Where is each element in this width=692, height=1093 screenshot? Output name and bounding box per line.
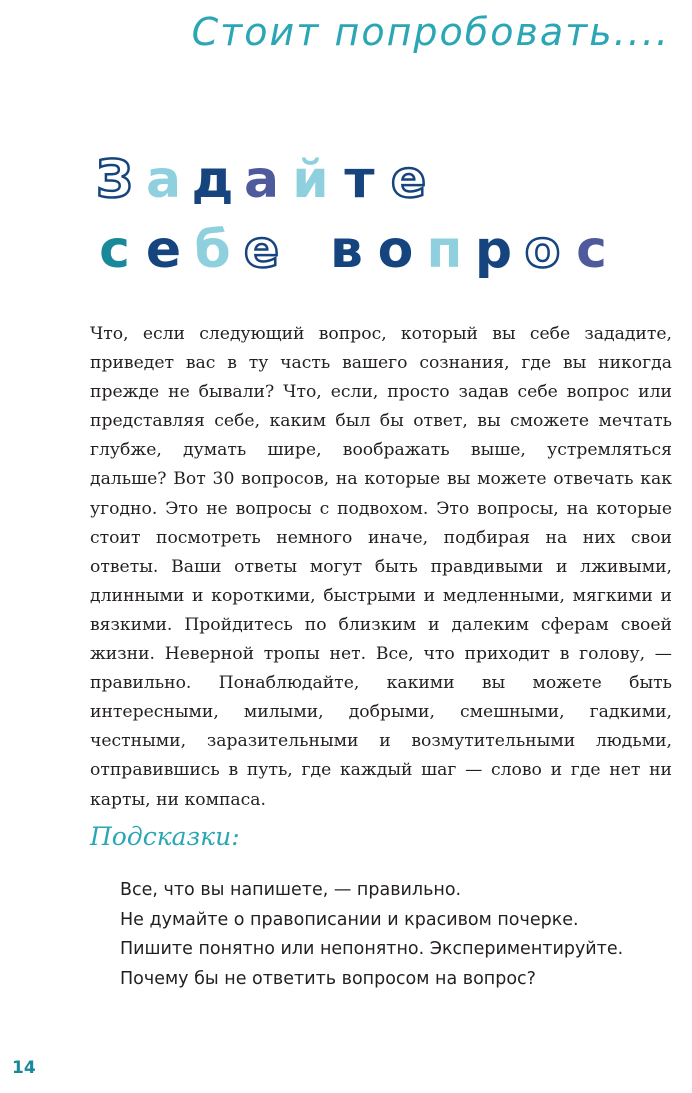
list-item: Не думайте о правописании и красивом почерке. (120, 909, 579, 930)
title-letter: а (145, 150, 182, 210)
title-letter: о (524, 220, 561, 280)
list-item: Все, что вы напишете, — правильно. (120, 880, 462, 900)
title-line-2 (90, 210, 616, 280)
title-letter: с (99, 220, 130, 280)
title-letter: с (576, 220, 607, 280)
title-letter: е (145, 220, 182, 280)
title-letter: е (390, 150, 427, 210)
title-letter: й (292, 150, 329, 210)
title-letter: т (344, 150, 375, 210)
hints-heading: Подсказки: (90, 822, 240, 851)
title-letter: е (243, 220, 280, 280)
list-item: Пишите понятно или непонятно. Экспериментируйте. (120, 939, 624, 959)
title-line-1 (90, 140, 616, 210)
title-letter: о (377, 220, 414, 280)
title-letter: б (194, 220, 231, 280)
title-letter: З (96, 150, 133, 210)
title-letter: д (191, 150, 234, 210)
body-paragraph: Что, если следующий вопрос, который вы себе зададите, приведет вас в ту часть вашего сознания, где вы никогда прежде не бывали? Что, если, просто задав себе вопрос или представляя себе, каким был бы ответ, вы сможете мечтать глубже, думать шире, воображать выше, устремляться дальше? Вот 30 вопросов, на которые вы можете отвечать как угодно. Это не вопросы с подвохом. Это вопросы, на которые стоит посмотреть немного иначе, подбирая на них свои ответы. Ваши ответы могут быть правдивыми и лживыми, длинными и короткими, быстрыми и медленными, мягкими и вязкими. Пройдитесь по близким и далеким сферам своей жизни. Неверной тропы нет. Все, что приходит в голову, — правильно. Понаблюдайте, какими вы можете быть интересными, милыми, добрыми, смешными, гадкими, честными, заразительными и возмутительными людьми, отправившись в путь, где каждый шаг — слово и где нет ни карты, ни компаса. (90, 324, 672, 810)
title-letter: в (330, 220, 363, 280)
hints-list (120, 876, 623, 994)
page-number: 14 (12, 1058, 36, 1078)
page-title (90, 140, 616, 280)
title-letter: п (426, 220, 463, 280)
title-letter: а (243, 150, 280, 210)
running-header: Стоит попробовать.... (191, 10, 670, 54)
list-item: Почему бы не ответить вопросом на вопрос? (120, 968, 536, 989)
title-letter: р (474, 220, 513, 280)
